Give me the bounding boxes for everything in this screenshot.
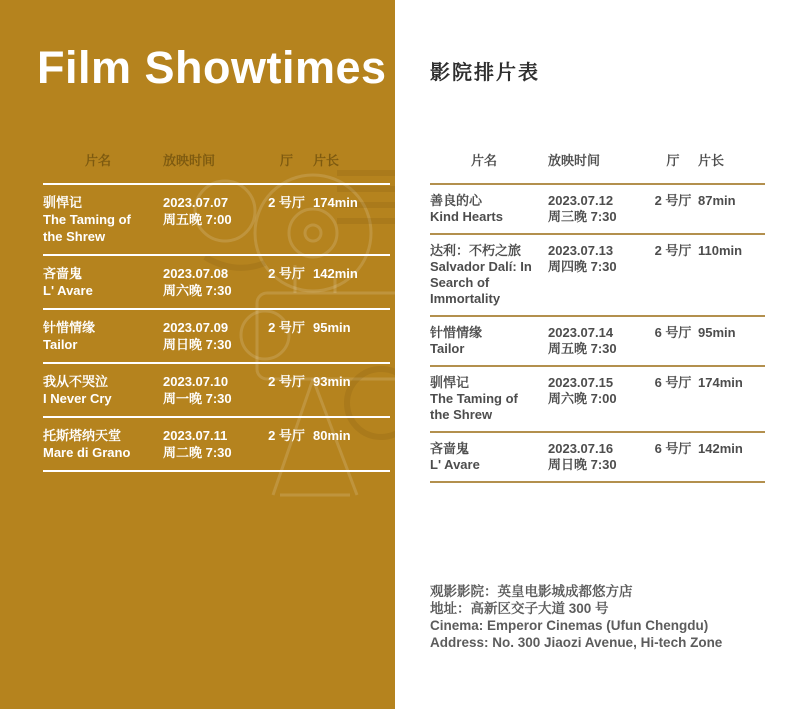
film-title-en: Tailor	[43, 337, 78, 352]
column-header-film-name: 片名	[84, 153, 111, 168]
show-date: 2023.07.09	[163, 320, 229, 335]
show-date: 2023.07.08	[163, 266, 229, 281]
show-time: 周日晚 7:30	[163, 337, 232, 352]
duration-value: 80min	[313, 428, 351, 443]
table-row	[43, 185, 390, 256]
film-title-zh: 达利：不朽之旅	[430, 243, 522, 258]
show-time: 周六晚 7:30	[163, 283, 232, 298]
hall-value: 2 号厅	[268, 195, 305, 210]
cinema-name-en: Cinema: Emperor Cinemas (Ufun Chengdu)	[430, 618, 709, 633]
duration-value: 142min	[313, 266, 358, 281]
hall-value: 2 号厅	[654, 193, 692, 208]
show-date: 2023.07.16	[548, 441, 614, 456]
film-title-zh: 我从不哭泣	[43, 374, 109, 389]
show-time: 周六晚 7:00	[548, 391, 617, 406]
duration-value: 95min	[313, 320, 351, 335]
duration-value: 93min	[313, 374, 351, 389]
film-title-zh: 针惜情缘	[43, 320, 96, 335]
column-header-film-name: 片名	[470, 153, 497, 168]
film-title-zh: 吝啬鬼	[43, 266, 83, 281]
hall-value: 2 号厅	[268, 320, 305, 335]
show-date: 2023.07.14	[548, 325, 614, 340]
film-title-zh: 针惜情缘	[430, 325, 483, 340]
column-header-hall: 厅	[279, 153, 293, 168]
table-header-row	[430, 150, 765, 185]
table-row	[430, 317, 765, 367]
table-row	[43, 418, 390, 472]
hall-value: 2 号厅	[654, 243, 692, 258]
column-header-showtime: 放映时间	[548, 153, 601, 168]
film-title-zh: 吝啬鬼	[430, 441, 470, 456]
hall-value: 2 号厅	[268, 428, 305, 443]
show-date: 2023.07.13	[548, 243, 614, 258]
hall-value: 6 号厅	[654, 441, 692, 456]
show-time: 周五晚 7:00	[163, 212, 232, 227]
show-time: 周一晚 7:30	[163, 391, 232, 406]
film-title-en: The Taming of the Shrew	[43, 212, 131, 244]
show-date: 2023.07.10	[163, 374, 229, 389]
schedule-title: 影院排片表	[430, 62, 540, 84]
duration-value: 87min	[698, 193, 736, 208]
table-row	[430, 235, 765, 317]
duration-value: 110min	[698, 243, 743, 258]
table-row	[430, 367, 765, 433]
page-title: Film Showtimes	[37, 42, 387, 93]
show-time: 周三晚 7:30	[548, 209, 617, 224]
cinema-name-zh: 观影影院：英皇电影城成都悠方店	[430, 584, 633, 599]
film-title-en: L' Avare	[430, 457, 480, 472]
film-title-zh: 托斯塔纳天堂	[43, 428, 122, 443]
film-title-en: L' Avare	[43, 283, 93, 298]
film-title-en: I Never Cry	[43, 391, 112, 406]
show-time: 周日晚 7:30	[548, 457, 617, 472]
duration-value: 95min	[698, 325, 736, 340]
left-panel	[0, 0, 395, 709]
hall-value: 6 号厅	[654, 375, 692, 390]
duration-value: 174min	[313, 195, 358, 210]
show-date: 2023.07.12	[548, 193, 614, 208]
show-time: 周二晚 7:30	[163, 445, 232, 460]
column-header-hall: 厅	[666, 153, 680, 168]
film-title-en: Salvador Dalí: In Search of Immortality	[430, 259, 532, 306]
film-title-zh: 驯悍记	[430, 375, 470, 390]
cinema-info	[430, 583, 722, 651]
table-row	[430, 433, 765, 483]
table-row	[43, 256, 390, 310]
table-row	[430, 185, 765, 235]
cinema-address-en: Address: No. 300 Jiaozi Avenue, Hi-tech Zone	[430, 635, 723, 650]
column-header-showtime: 放映时间	[163, 153, 216, 168]
hall-value: 2 号厅	[268, 266, 305, 281]
film-title-zh: 善良的心	[430, 193, 483, 208]
cinema-address-zh: 地址：高新区交子大道 300 号	[430, 601, 609, 616]
film-title-en: Tailor	[430, 341, 465, 356]
showtimes-table-right	[430, 150, 765, 483]
table-header-row	[43, 150, 390, 185]
show-date: 2023.07.15	[548, 375, 614, 390]
show-time: 周五晚 7:30	[548, 341, 617, 356]
film-title-en: Kind Hearts	[430, 209, 503, 224]
film-title-en: The Taming of the Shrew	[430, 391, 518, 422]
duration-value: 174min	[698, 375, 743, 390]
showtimes-table-left	[43, 150, 390, 472]
table-row	[43, 364, 390, 418]
film-title-en: Mare di Grano	[43, 445, 131, 460]
column-header-duration: 片长	[313, 153, 340, 168]
show-date: 2023.07.07	[163, 195, 229, 210]
column-header-duration: 片长	[698, 153, 725, 168]
hall-value: 2 号厅	[268, 374, 305, 389]
duration-value: 142min	[698, 441, 743, 456]
hall-value: 6 号厅	[654, 325, 692, 340]
show-date: 2023.07.11	[163, 428, 228, 443]
film-title-zh: 驯悍记	[43, 195, 83, 210]
table-row	[43, 310, 390, 364]
show-time: 周四晚 7:30	[548, 259, 617, 274]
